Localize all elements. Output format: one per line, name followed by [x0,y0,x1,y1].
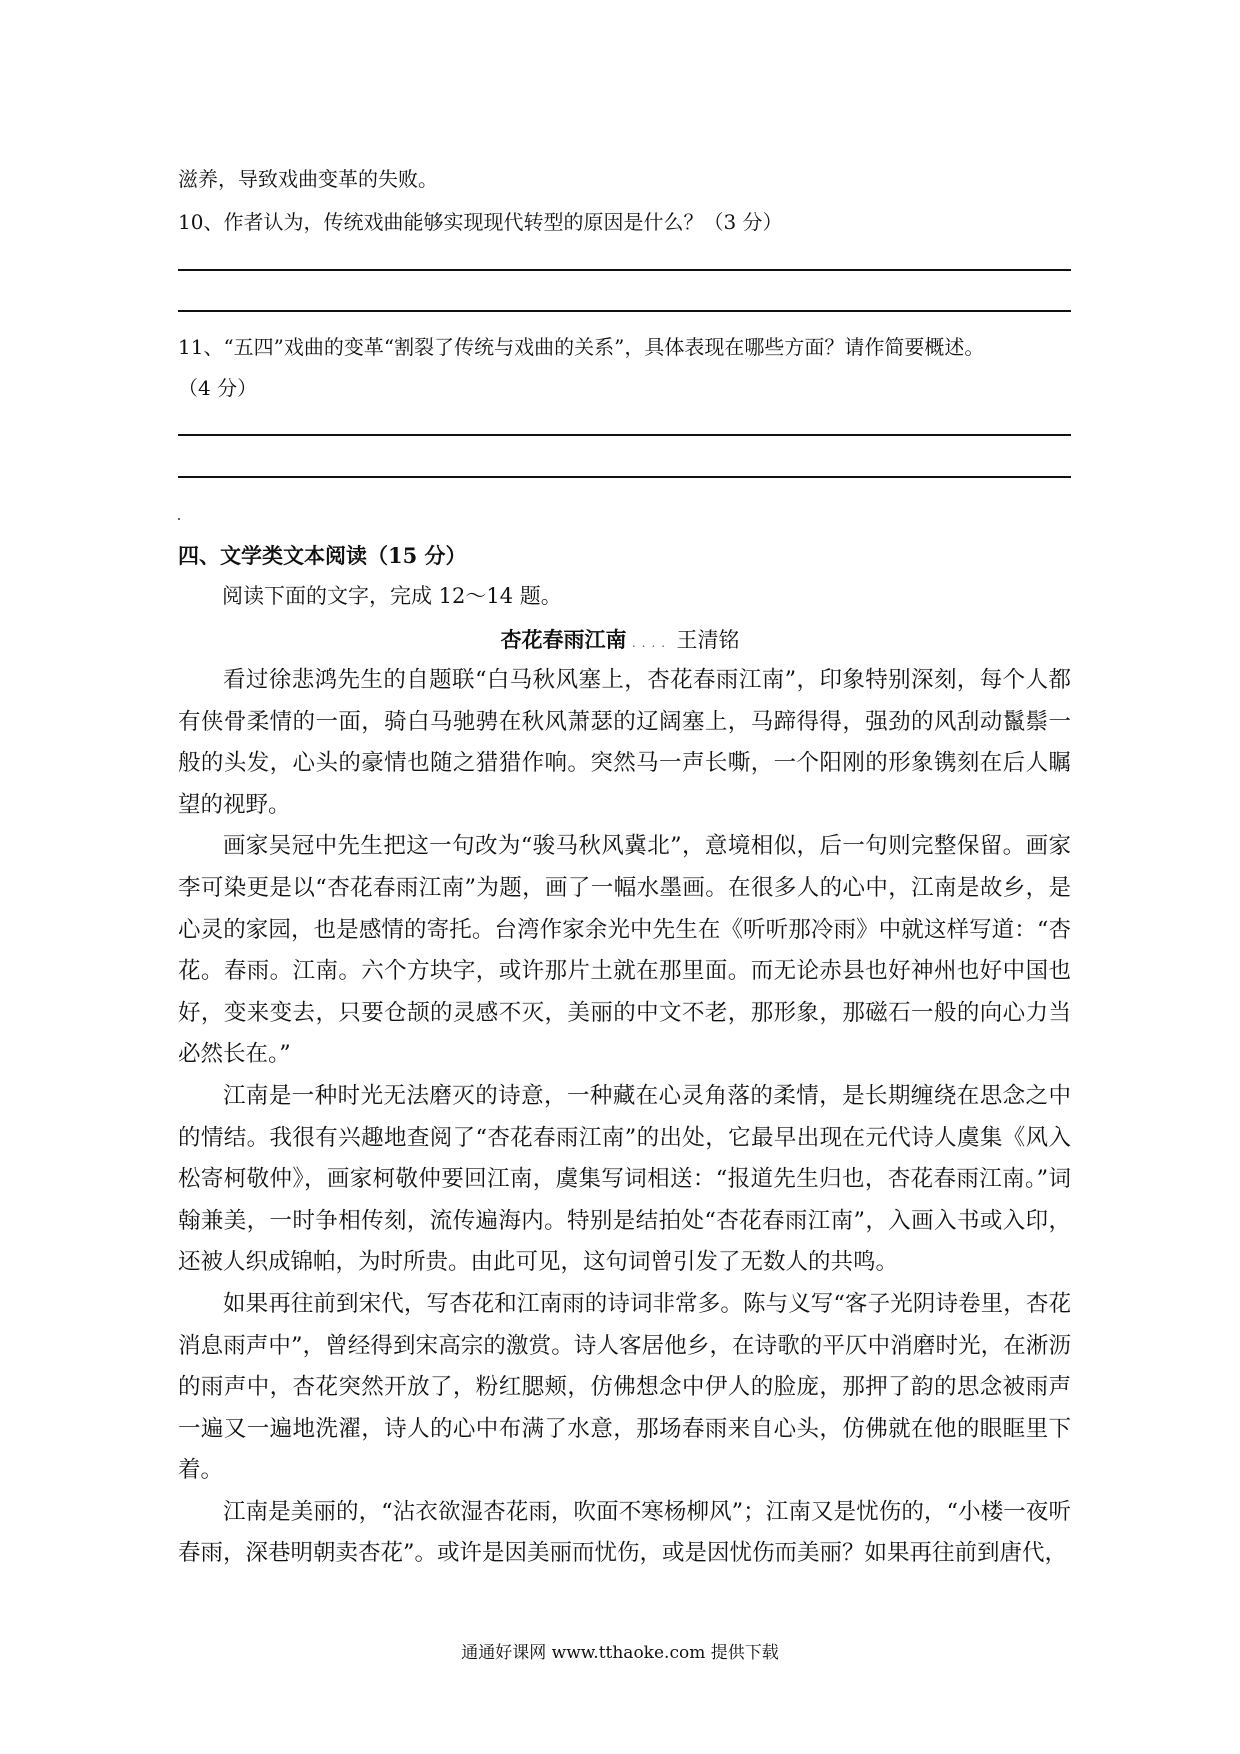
download-footer: 通通好课网 www.tthaoke.com 提供下载 [461,1643,779,1663]
article-author: 王清铭 [676,628,740,652]
answer-line-q10-2 [178,310,1071,312]
paragraph: 如果再往前到宋代，写杏花和江南雨的诗词非常多。陈与义写“客子光阴诗卷里，杏花消息雨声中”，曾经得到宋高宗的激赏。诗人客居他乡，在诗歌的平仄中消磨时光，在淅沥的雨声中，杏花突然开放了，粉红腮颊，仿佛想念中伊人的脸庞，那押了韵的思念被雨声一遍又一遍地洗濯，诗人的心中布满了水意，那场春雨来自心头，仿佛就在他的眼眶里下着。 [178,1290,1071,1484]
answer-line-q11-1 [178,434,1071,436]
section-heading: 四、文学类文本阅读（15 分） [178,543,467,568]
title-dots: .... [631,636,672,650]
previous-text-fragment: 滋养，导致戏曲变革的失败。 [178,167,438,191]
question-10: 10、作者认为，传统戏曲能够实现现代转型的原因是什么？（3 分） [178,210,783,234]
answer-line-q10-1 [178,269,1071,271]
paragraph: 画家吴冠中先生把这一句改为“骏马秋风冀北”，意境相似，后一句则完整保留。画家李可染更是以“杏花春雨江南”为题，画了一幅水墨画。在很多人的心中，江南是故乡，是心灵的家园，也是感情的寄托。台湾作家余光中先生在《听听那冷雨》中就这样写道：“杏花。春雨。江南。六个方块字，或许那片土就在那里面。而无论赤县也好神州也好中国也好，变来变去，只要仓颉的灵感不灭，美丽的中文不老，那形象，那磁石一般的向心力当必然长在。” [178,833,1071,1068]
scan-speck [178,518,180,520]
paragraph: 江南是美丽的，“沾衣欲湿杏花雨，吹面不寒杨柳风”；江南又是忧伤的，“小楼一夜听春雨，深巷明朝卖杏花”。或许是因美丽而忧伤，或是因忧伤而美丽？如果再往前到唐代， [178,1498,1071,1567]
answer-line-q11-2 [178,476,1071,478]
article-title: 杏花春雨江南 [500,627,627,652]
article-title-row [0,624,1240,654]
paragraph: 江南是一种时光无法磨灭的诗意，一种藏在心灵角落的柔情，是长期缠绕在思念之中的情结。我很有兴趣地查阅了“杏花春雨江南”的出处，它最早出现在元代诗人虞集《风入松寄柯敬仲》，画家柯敬仲要回江南，虞集写词相送：“报道先生归也，杏花春雨江南。”词翰兼美，一时争相传刻，流传遍海内。特别是结拍处“杏花春雨江南”，入画入书或入印，还被人织成锦帕，为时所贵。由此可见，这句词曾引发了无数人的共鸣。 [178,1082,1071,1276]
reading-instruction: 阅读下面的文字，完成 12～14 题。 [222,584,562,608]
paragraph: 看过徐悲鸿先生的自题联“白马秋风塞上，杏花春雨江南”，印象特别深刻，每个人都有侠骨柔情的一面，骑白马驰骋在秋风萧瑟的辽阔塞上，马蹄得得，强劲的风刮动鬣鬃一般的头发，心头的豪情也随之猎猎作响。突然马一声长嘶，一个阳刚的形象镌刻在后人瞩望的视野。 [178,667,1071,818]
question-11: 11、“五四”戏曲的变革“割裂了传统与戏曲的关系”，具体表现在哪些方面？请作简要概述。 [178,335,985,359]
article-body [178,660,1071,1575]
question-11-score: （4 分） [178,376,258,400]
